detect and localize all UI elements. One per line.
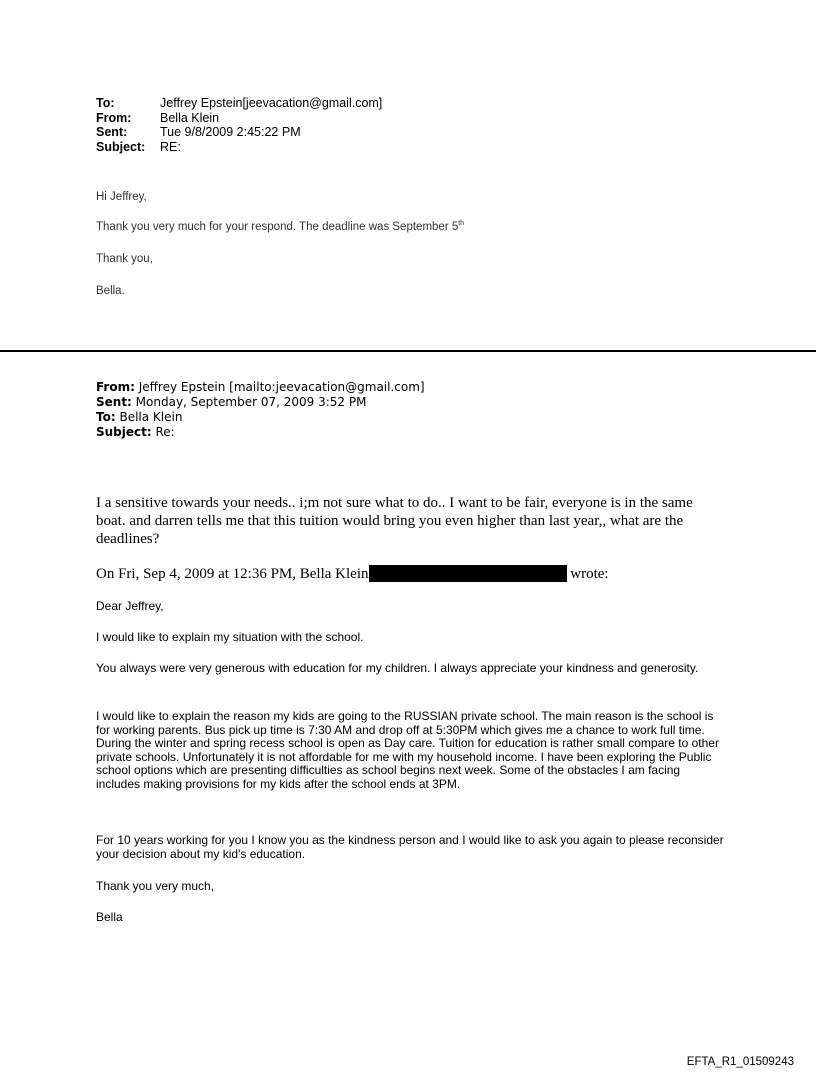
email2-from-row bbox=[96, 380, 425, 395]
separator-rule bbox=[0, 350, 816, 352]
email3-greeting: Dear Jeffrey, bbox=[96, 599, 164, 613]
from-value: Bella Klein bbox=[160, 110, 220, 125]
quote-wrote-text: wrote: bbox=[566, 566, 609, 582]
to-value: Bella Klein bbox=[115, 410, 183, 424]
email1-header bbox=[96, 96, 382, 154]
sent-value: Monday, September 07, 2009 3:52 PM bbox=[131, 395, 367, 409]
email1-line1-text: Thank you very much for your respond. The deadline was September 5 bbox=[96, 221, 459, 233]
email2-header bbox=[96, 380, 425, 440]
to-label: To: bbox=[96, 410, 116, 424]
sent-value: Tue 9/8/2009 2:45:22 PM bbox=[160, 125, 301, 139]
email3-p3: I would like to explain the reason my kids are going to the RUSSIAN private school. The main reason is the school is for working parents. Bus pick up time is 7:30 AM and drop off at 5:30PM which gives me a chance to work full time. During the winter and spring recess school is open as Day care. Tuition for education is rather small compare to other private schools. Unfortunately it is not affordable for me with my household income. I have been exploring the Public school options which are presenting difficulties as school begins next week. Some of the obstacles I am facing includes making provisions for my kids after the school ends at 3PM. bbox=[96, 709, 719, 791]
email1-signature: Bella. bbox=[96, 285, 125, 297]
to-value: Jeffrey Epstein[jeevacation@gmail.com] bbox=[160, 96, 383, 110]
email1-to-row bbox=[96, 96, 382, 111]
from-label: From: bbox=[96, 110, 132, 125]
subject-label: Subject: bbox=[96, 139, 146, 154]
email3-closing: Thank you very much, bbox=[96, 879, 215, 893]
email1-greeting: Hi Jeffrey, bbox=[96, 191, 147, 203]
email2-to-row bbox=[96, 410, 425, 425]
email1-sent-row bbox=[96, 125, 382, 140]
email1-closing: Thank you, bbox=[96, 253, 153, 265]
redaction-bar bbox=[369, 565, 567, 582]
email3-p2: You always were very generous with education for my children. I always appreciate your kindness and generosity. bbox=[96, 661, 699, 675]
subject-label: Subject: bbox=[96, 425, 152, 439]
from-value: Jeffrey Epstein [mailto:jeevacation@gmail.com] bbox=[134, 380, 425, 394]
email1-line1-sup: th bbox=[458, 220, 465, 228]
from-label: From: bbox=[96, 380, 135, 394]
email3-p1: I would like to explain my situation with the school. bbox=[96, 630, 364, 644]
email1-from-row bbox=[96, 111, 382, 126]
quote-intro-text: On Fri, Sep 4, 2009 at 12:36 PM, Bella Klein bbox=[96, 566, 369, 582]
email3-p4: For 10 years working for you I know you as the kindness person and I would like to ask you again to please reconsider your decision about my kid's education. bbox=[96, 833, 724, 861]
sent-label: Sent: bbox=[96, 395, 132, 409]
to-label: To: bbox=[96, 96, 115, 110]
subject-value: RE: bbox=[160, 139, 181, 154]
sent-label: Sent: bbox=[96, 125, 128, 139]
email1-subject-row bbox=[96, 140, 382, 155]
document-id: EFTA_R1_01509243 bbox=[686, 1056, 794, 1068]
email2-quote-intro bbox=[96, 565, 726, 583]
subject-value: Re: bbox=[151, 425, 175, 439]
email2-sent-row bbox=[96, 395, 425, 410]
email2-subject-row bbox=[96, 425, 425, 440]
email3-signature: Bella bbox=[96, 910, 123, 924]
email2-body: I a sensitive towards your needs.. i;m not sure what to do.. I want to be fair, everyone is in the same boat. and darren tells me that this tuition would bring you even higher than last year,, what are the deadlines? bbox=[96, 495, 693, 547]
email1-line1 bbox=[96, 221, 464, 233]
